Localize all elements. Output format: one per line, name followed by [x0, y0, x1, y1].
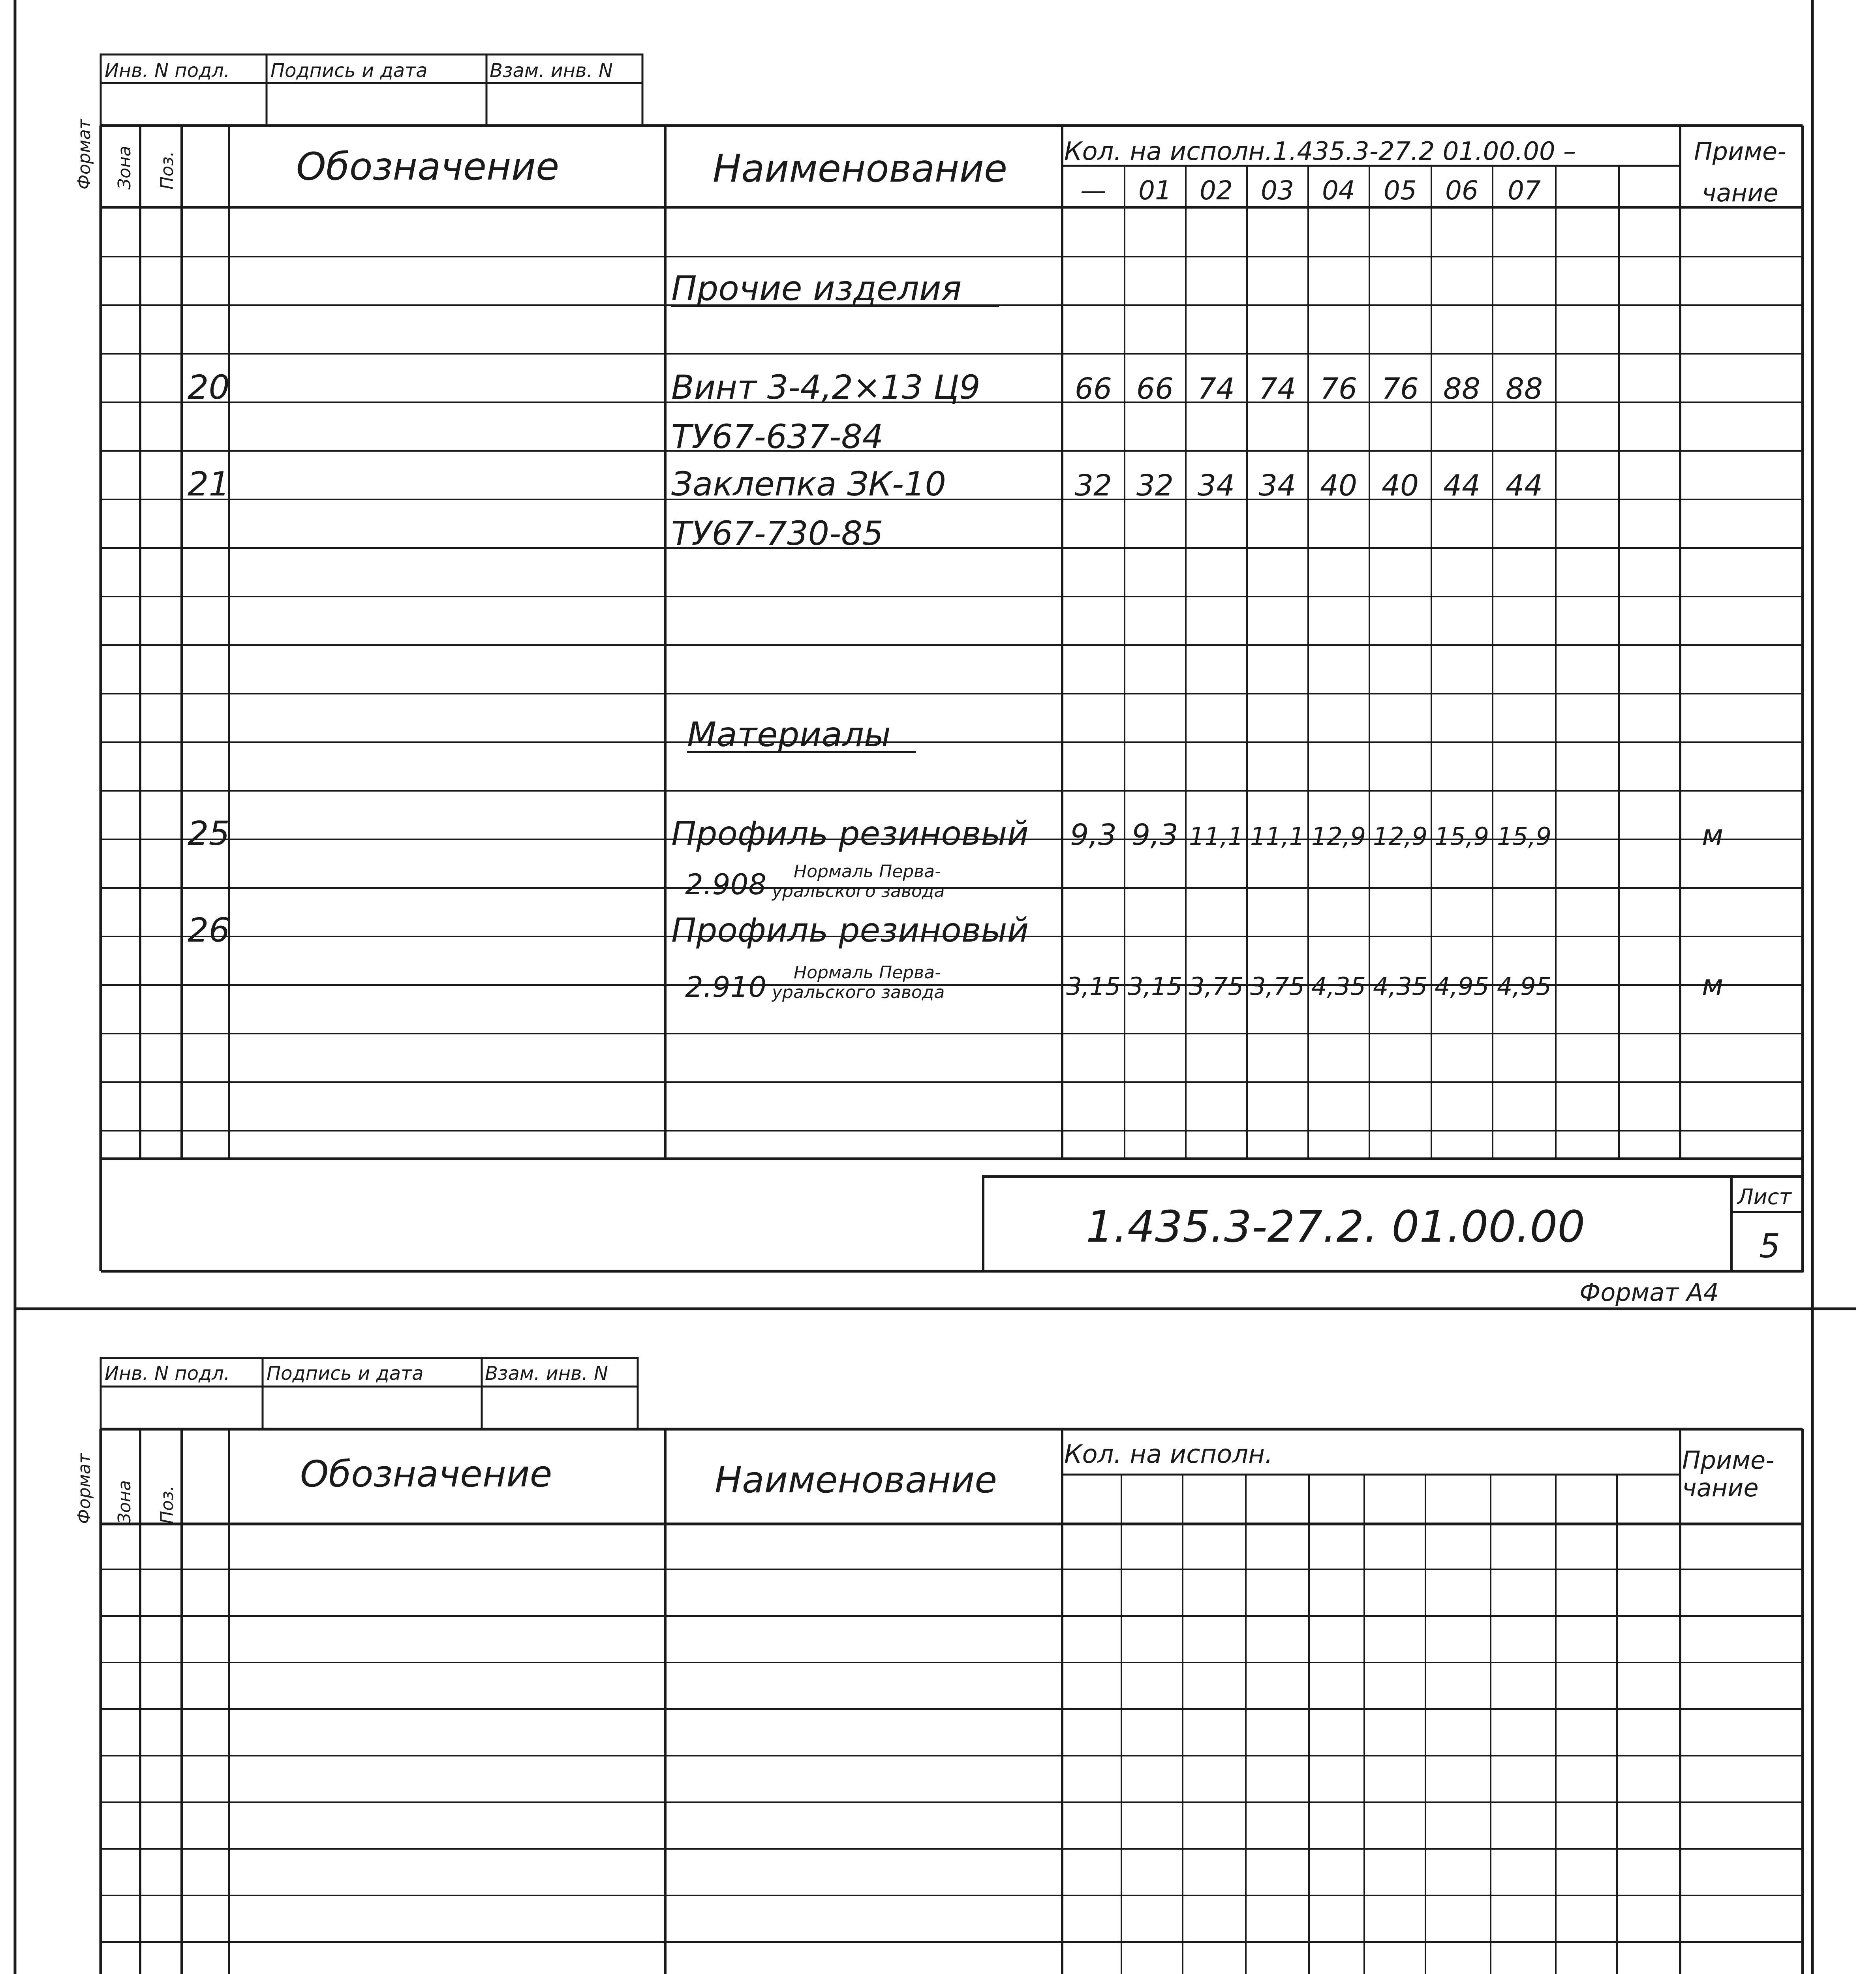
item-code: 2.910	[685, 970, 767, 1004]
bottom-sheet	[60, 1358, 1803, 1974]
header-pos: Поз.	[157, 1485, 177, 1524]
quantity-cell: 88	[1505, 372, 1543, 406]
variant-header: —	[1080, 175, 1106, 206]
quantity-cell: 15,9	[1434, 822, 1489, 851]
header-naimenovanie: Наименование	[713, 146, 1008, 191]
quantity-cell: 44	[1505, 469, 1543, 503]
header-pos: Поз.	[157, 151, 177, 190]
quantity-cell: 15,9	[1497, 822, 1552, 851]
quantity-cell: 34	[1258, 469, 1296, 503]
header-oboznachenie: Обозначение	[300, 1453, 552, 1495]
section-prochie-izdeliya	[671, 269, 999, 308]
item-name: Винт 3-4,2×13 Ц9	[671, 368, 980, 407]
stamp-vzam-inv: Взам. инв. N	[485, 1362, 608, 1385]
item-name: Профиль резиновый	[671, 814, 1029, 853]
quantity-cell: 12,9	[1311, 822, 1366, 851]
variant-header: 01	[1138, 175, 1172, 206]
stamp-podpis-data: Подпись и дата	[267, 1362, 424, 1385]
variant-header: 04	[1322, 175, 1355, 206]
header-zone: Зона	[115, 1480, 135, 1524]
quantity-cell: 76	[1381, 372, 1419, 406]
section-title: Прочие изделия	[671, 269, 962, 308]
item-note: м	[1702, 968, 1724, 1002]
item-note-line1: Нормаль Перва-	[794, 861, 941, 882]
quantity-cell: 3,15	[1066, 972, 1121, 1001]
sheet-number: 5	[1759, 1227, 1780, 1265]
table-row-item-21	[188, 465, 946, 553]
item-note-line2: уральского завода	[772, 881, 945, 901]
table-row-item-26	[188, 911, 1029, 1004]
quantity-cell: 11,1	[1250, 822, 1305, 851]
quantity-cell: 44	[1443, 469, 1481, 503]
header-kol-title: Кол. на исполн.1.435.3-27.2 01.00.00 –	[1064, 137, 1576, 166]
format-label: Формат А4	[1579, 1278, 1719, 1307]
item-name-line2: ТУ67-730-85	[671, 514, 884, 553]
item-name-line2: ТУ67-637-84	[671, 417, 884, 456]
section-materialy	[687, 715, 916, 754]
table-row-item-20	[188, 368, 980, 456]
quantity-cell: 40	[1320, 469, 1358, 503]
quantity-cell: 40	[1381, 469, 1419, 503]
quantity-cell: 66	[1074, 372, 1112, 406]
doc-number: 1.435.3-27.2. 01.00.00	[1086, 1201, 1585, 1252]
header-primechanie-1: Приме-	[1694, 137, 1786, 166]
variant-header: 06	[1445, 175, 1478, 206]
item-pos: 26	[188, 911, 230, 949]
header-format: Формат	[74, 119, 94, 190]
item-name: Заклепка ЗК-10	[671, 465, 946, 503]
spec-table-bottom	[101, 1429, 1803, 1974]
header-primechanie-2: чание	[1702, 178, 1778, 207]
item-name: Профиль резиновый	[671, 911, 1029, 949]
quantity-cell: 3,75	[1189, 972, 1244, 1001]
quantity-cell: 9,3	[1070, 818, 1117, 852]
item-note-line1: Нормаль Перва-	[794, 963, 941, 983]
item-code: 2.908	[685, 868, 767, 901]
variant-header: 03	[1261, 175, 1294, 206]
quantity-cell: 74	[1197, 372, 1235, 406]
quantity-cell: 4,35	[1373, 972, 1428, 1001]
quantity-cell: 32	[1074, 469, 1112, 503]
header-zone: Зона	[115, 146, 135, 190]
header-kol-title: Кол. на исполн.	[1064, 1440, 1273, 1469]
top-sheet	[74, 54, 1803, 1307]
quantity-cell: 76	[1320, 372, 1358, 406]
quantity-cell: 4,95	[1434, 972, 1489, 1001]
variant-header: 02	[1200, 175, 1233, 206]
quantity-cell: 3,75	[1250, 972, 1305, 1001]
quantity-cell: 66	[1136, 372, 1174, 406]
header-format: Формат	[74, 1453, 94, 1524]
item-note: м	[1702, 818, 1724, 852]
item-pos: 21	[188, 465, 230, 503]
quantity-cell: 32	[1136, 469, 1174, 503]
variant-header: 05	[1384, 175, 1417, 206]
quantity-cell: 9,3	[1132, 818, 1178, 852]
item-pos: 20	[188, 368, 230, 407]
variant-header: 07	[1508, 175, 1541, 206]
quantity-cell: 88	[1443, 372, 1481, 406]
header-primechanie-2: чание	[1682, 1473, 1759, 1502]
quantity-cell: 74	[1258, 372, 1296, 406]
header-oboznachenie: Обозначение	[296, 144, 560, 189]
quantity-cell: 12,9	[1373, 822, 1428, 851]
item-pos: 25	[188, 814, 230, 853]
quantity-cell: 4,35	[1311, 972, 1366, 1001]
quantity-cell: 11,1	[1189, 822, 1244, 851]
stamp-podpis-data: Подпись и дата	[270, 60, 428, 82]
sheet-label: Лист	[1737, 1184, 1791, 1209]
section-title: Материалы	[687, 715, 891, 754]
header-primechanie-1: Приме-	[1682, 1446, 1775, 1475]
variant-headers-top	[1080, 175, 1541, 206]
stamp-vzam-inv: Взам. инв. N	[490, 60, 613, 82]
item-note-line2: уральского завода	[772, 982, 945, 1002]
stamp-inv-podl: Инв. N подл.	[105, 1362, 230, 1385]
header-naimenovanie: Наименование	[715, 1459, 997, 1501]
stamp-inv-podl: Инв. N подл.	[105, 60, 230, 82]
quantity-cell: 34	[1197, 469, 1235, 503]
quantity-cell: 4,95	[1497, 972, 1552, 1001]
quantity-cell: 3,15	[1127, 972, 1183, 1001]
